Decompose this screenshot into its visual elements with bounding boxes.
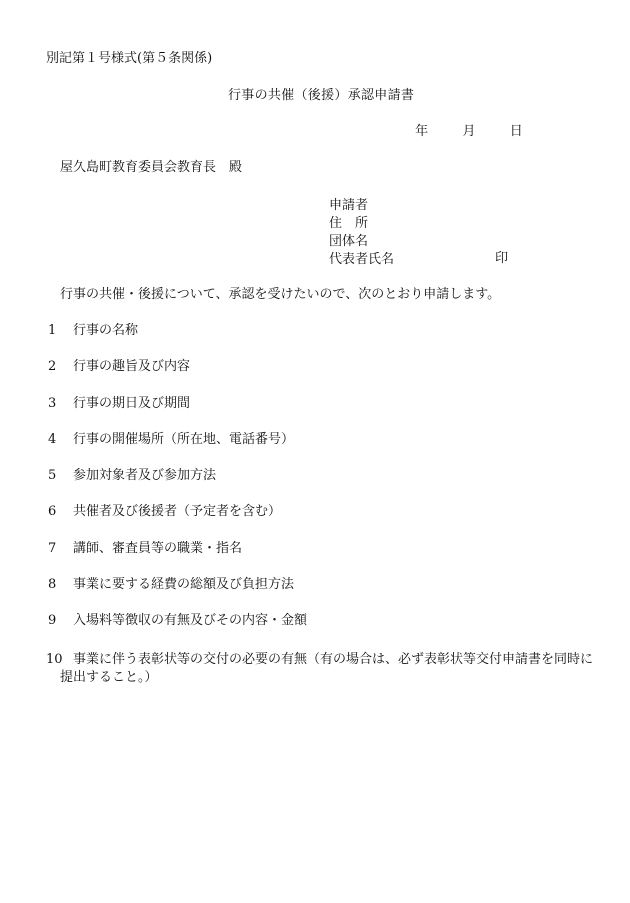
item-text: 事業に要する経費の総額及び負担方法 bbox=[73, 577, 295, 592]
form-reference: 別記第１号様式(第５条関係) bbox=[46, 51, 213, 66]
item-text: 行事の期日及び期間 bbox=[73, 396, 191, 411]
list-item-8 bbox=[48, 577, 294, 593]
date-line bbox=[411, 124, 523, 140]
list-item-2 bbox=[48, 359, 190, 375]
group-name-label: 団体名 bbox=[329, 234, 369, 249]
recipient: 屋久島町教育委員会教育長 殿 bbox=[60, 160, 243, 175]
item-text: 行事の名称 bbox=[73, 323, 139, 338]
document-title: 行事の共催（後援）承認申請書 bbox=[228, 88, 415, 103]
item-number: 10 bbox=[46, 652, 63, 667]
list-item-1 bbox=[48, 323, 138, 339]
item-number: 8 bbox=[48, 577, 57, 592]
seal-mark: 印 bbox=[495, 251, 509, 266]
list-item-9 bbox=[48, 613, 307, 629]
item-number: 1 bbox=[48, 323, 57, 338]
list-item-4 bbox=[48, 432, 294, 448]
item-number: 6 bbox=[48, 504, 57, 519]
item-text: 講師、審査員等の職業・指名 bbox=[73, 541, 243, 556]
intro-text: 行事の共催・後援について、承認を受けたいので、次のとおり申請します。 bbox=[60, 287, 501, 302]
address-label: 住 所 bbox=[329, 216, 369, 231]
list-item-10 bbox=[46, 651, 616, 687]
representative-name-label: 代表者氏名 bbox=[329, 252, 395, 267]
item-number: 5 bbox=[48, 468, 57, 483]
date-month-label: 月 bbox=[462, 124, 476, 139]
item-number: 2 bbox=[48, 359, 57, 374]
applicant-block bbox=[329, 197, 394, 269]
item-text: 行事の趣旨及び内容 bbox=[73, 359, 191, 374]
item-text: 入場料等徴収の有無及びその内容・金額 bbox=[73, 613, 308, 628]
list-item-7 bbox=[48, 541, 242, 557]
list-item-6 bbox=[48, 504, 281, 520]
item-text: 行事の開催場所（所在地、電話番号） bbox=[73, 432, 295, 447]
item-number: 9 bbox=[48, 613, 57, 628]
list-item-3 bbox=[48, 396, 190, 412]
applicant-label: 申請者 bbox=[329, 198, 369, 213]
item-text: 共催者及び後援者（予定者を含む） bbox=[73, 504, 282, 519]
date-day-label: 日 bbox=[509, 124, 523, 139]
date-year-label: 年 bbox=[415, 124, 429, 139]
item-text: 参加対象者及び参加方法 bbox=[73, 468, 217, 483]
item-number: 4 bbox=[48, 432, 57, 447]
item-text-continuation: 提出すること。） bbox=[60, 670, 158, 685]
list-item-5 bbox=[48, 468, 216, 484]
item-text: 事業に伴う表彰状等の交付の必要の有無（有の場合は、必ず表彰状等交付申請書を同時に bbox=[73, 652, 594, 667]
item-number: 3 bbox=[48, 396, 57, 411]
item-number: 7 bbox=[48, 541, 57, 556]
